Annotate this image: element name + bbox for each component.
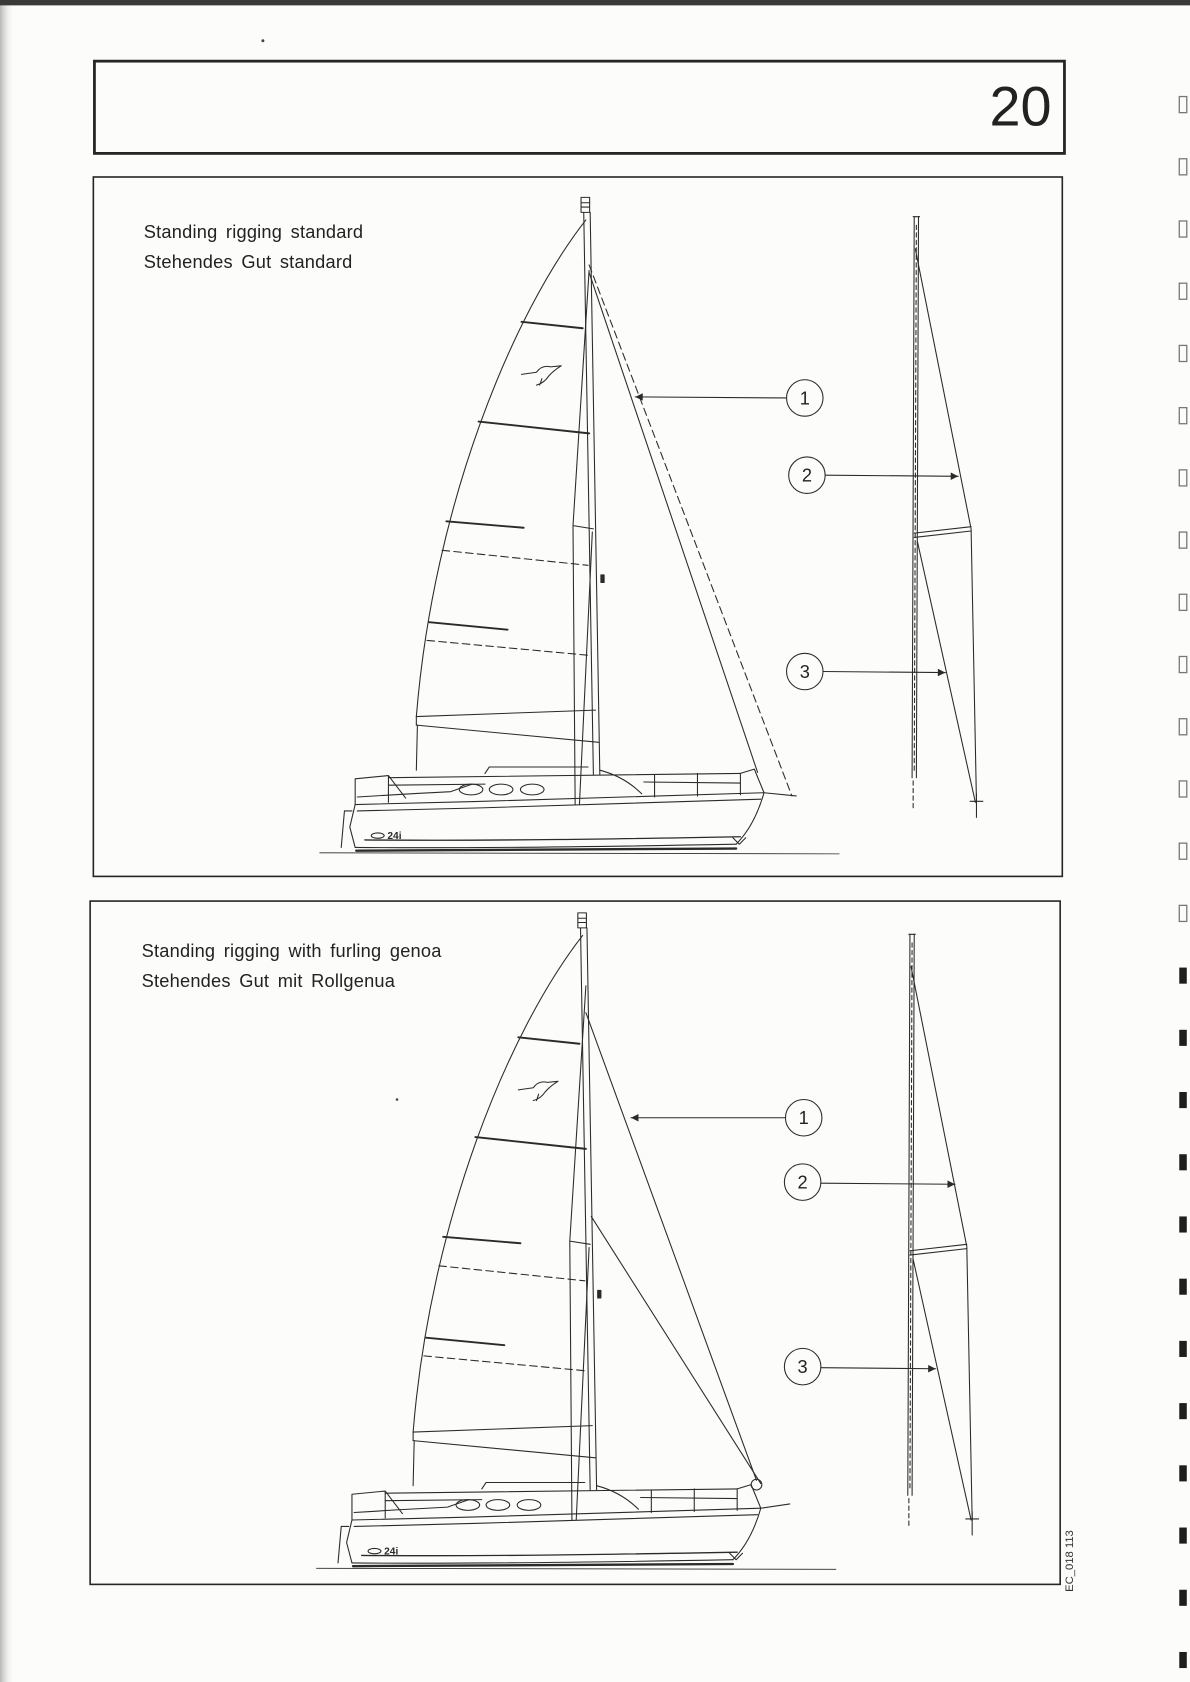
binding-mark [1179,1154,1187,1170]
binding-mark [1179,1652,1187,1668]
scan-speck [261,39,264,42]
binding-mark [1179,1279,1187,1295]
binding-mark [1179,1216,1187,1232]
binding-mark [1179,1341,1187,1357]
callout-number: 1 [798,1107,809,1129]
binding-mark [1179,1030,1187,1046]
binding-mark [1179,1465,1187,1481]
page-number: 20 [989,75,1052,138]
hull-logo: 24i [387,830,402,842]
panel-subtitle: Stehendes Gut standard [143,251,353,273]
callout-number: 2 [797,1171,808,1193]
binding-mark [1179,1590,1187,1606]
drawing-code: EC_018 113 [1064,1530,1077,1592]
scan-left-shadow [0,0,15,1682]
panel-title: Standing rigging with furling genoa [141,939,442,961]
callout-number: 3 [799,660,810,682]
callout-number: 2 [801,464,812,486]
binding-mark [1179,1403,1187,1419]
binding-mark [1179,1528,1187,1544]
binding-mark [1179,968,1187,984]
scan-speck [396,1098,399,1101]
callout-number: 3 [797,1356,808,1378]
callout-number: 1 [799,387,810,409]
panel-subtitle: Stehendes Gut mit Rollgenua [141,969,396,991]
scan-top-edge [0,0,1190,5]
panel-title: Standing rigging standard [143,221,364,243]
binding-mark [1179,1092,1187,1108]
